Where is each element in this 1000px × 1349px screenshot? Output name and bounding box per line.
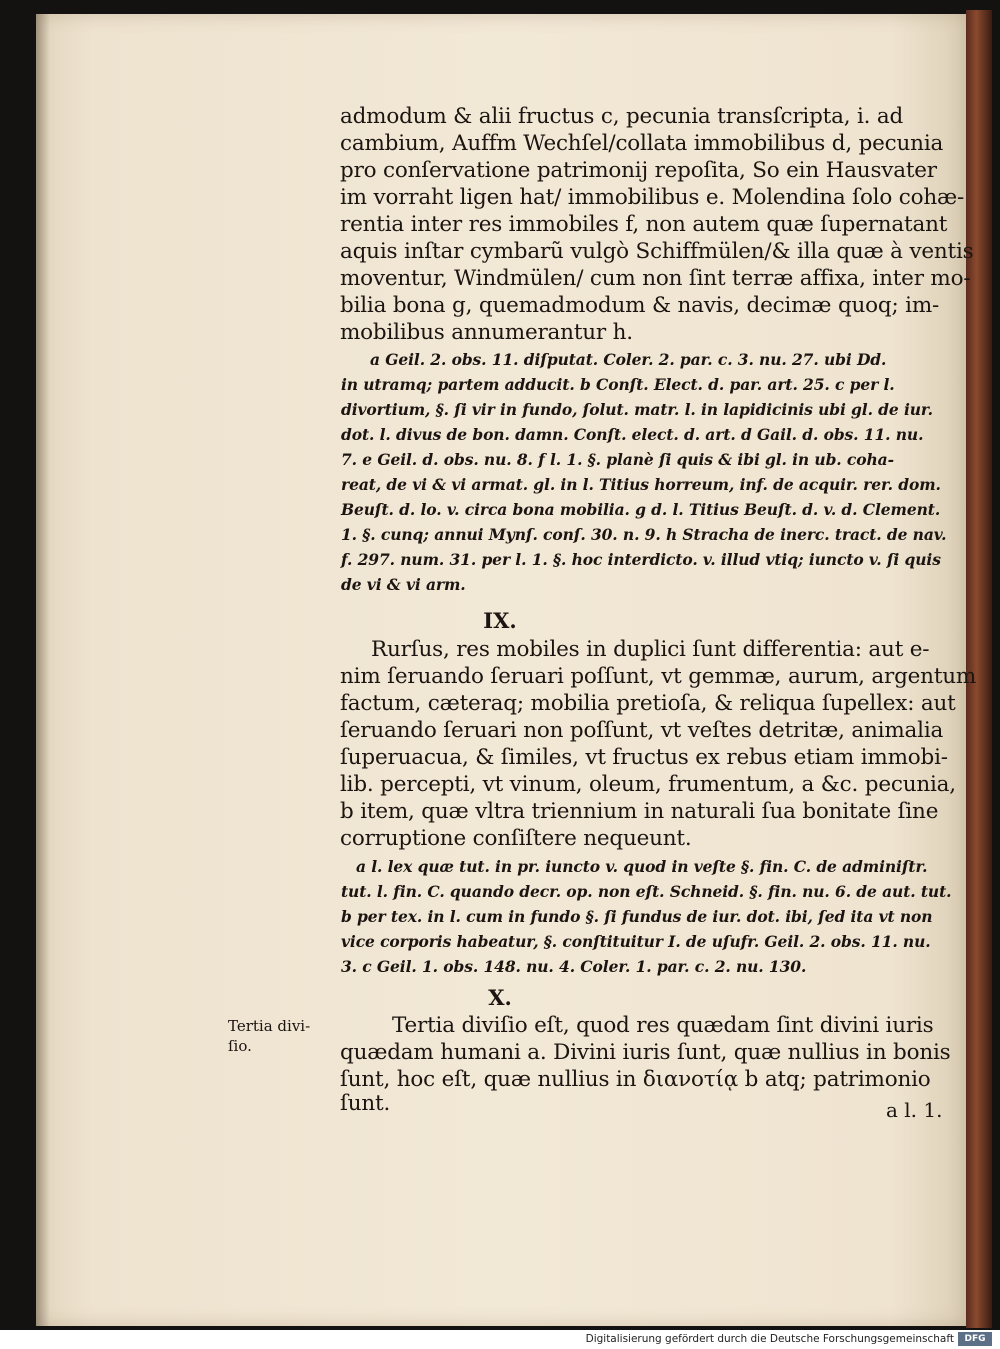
footnote-line: b per tex. in l. cum in fundo §. ſi fundus de iur. dot. ibi, ſed ita vt non	[341, 907, 933, 926]
footnote-line: dot. l. divus de bon. damn. Conſt. elect. d. art. d Gail. d. obs. 11. nu.	[341, 425, 924, 444]
footnote-line: vice corporis habeatur, §. conſtituitur I. de uſufr. Geil. 2. obs. 11. nu.	[341, 932, 931, 951]
margin-note-line: ſio.	[228, 1037, 252, 1055]
body-line: factum, cæteraq; mobilia pretioſa, & reliqua ſupellex: aut	[340, 691, 956, 716]
body-line: corruptione conſiſtere nequeunt.	[340, 826, 692, 851]
footnote-line: divortium, §. ſi vir in fundo, ſolut. matr. l. in lapidicinis ubi gl. de iur.	[341, 400, 933, 419]
footnote-line: tut. l. fin. C. quando decr. op. non eſt. Schneid. §. fin. nu. 6. de aut. tut.	[341, 882, 952, 901]
dfg-logo: DFG	[958, 1332, 992, 1346]
body-line: im vorraht ligen hat/ immobilibus e. Molendina ſolo cohæ-	[340, 185, 965, 210]
section-heading: X.	[488, 985, 512, 1010]
body-line: aquis inſtar cymbarũ vulgò Schiffmülen/& illa quæ à ventis	[340, 239, 974, 264]
body-line: ſunt.	[340, 1091, 391, 1116]
page-gutter-shadow	[36, 14, 50, 1326]
body-line: mobilibus annumerantur h.	[340, 320, 633, 345]
body-line: ſeruando ſeruari non poſſunt, vt veſtes detritæ, animalia	[340, 718, 944, 743]
footnote-line: Beuſt. d. lo. v. circa bona mobilia. g d. l. Titius Beuſt. d. v. d. Clement.	[341, 500, 941, 519]
footnote-line: de vi & vi arm.	[341, 575, 466, 594]
body-line: b item, quæ vltra triennium in naturali ſua bonitate ſine	[340, 799, 939, 824]
body-line: pro conſervatione patrimonij repoſita, So ein Hausvater	[340, 158, 937, 183]
footnote-line: a l. lex quæ tut. in pr. iuncto v. quod in veſte §. fin. C. de adminiſtr.	[356, 857, 928, 876]
body-line: ſuperuacua, & ſimiles, vt fructus ex rebus etiam immobi-	[340, 745, 948, 770]
catchword: a l. 1.	[886, 1098, 943, 1122]
footnote-line: 1. §. cunq; annui Mynſ. conſ. 30. n. 9. h Stracha de inerc. tract. de nav.	[341, 525, 947, 544]
margin-note-line: Tertia divi-	[228, 1017, 311, 1035]
footnote-line: 3. c Geil. 1. obs. 148. nu. 4. Coler. 1. par. c. 2. nu. 130.	[341, 957, 807, 976]
footnote-line: 7. e Geil. d. obs. nu. 8. f l. 1. §. planè ſi quis & ibi gl. in ub. coha-	[341, 450, 894, 469]
footer-bar	[0, 1330, 1000, 1349]
section-heading: IX.	[483, 608, 517, 633]
body-line: Tertia diviſio eſt, quod res quædam ſint divini iuris	[392, 1013, 934, 1038]
footnote-line: a Geil. 2. obs. 11. diſputat. Coler. 2. par. c. 3. nu. 27. ubi Dd.	[370, 350, 887, 369]
body-line: quædam humani a. Divini iuris ſunt, quæ nullius in bonis	[340, 1040, 951, 1065]
funding-credit: Digitalisierung gefördert durch die Deutsche Forschungsgemeinschaft	[585, 1333, 954, 1345]
body-line: bilia bona g, quemadmodum & navis, decimæ quoq; im-	[340, 293, 940, 318]
footnote-line: in utramq; partem adducit. b Conſt. Elect. d. par. art. 25. c per l.	[341, 375, 895, 394]
body-line: cambium, Auffm Wechſel/collata immobilibus d, pecunia	[340, 131, 944, 156]
body-line: admodum & alii fructus c, pecunia transſcripta, i. ad	[340, 104, 904, 129]
footnote-line: reat, de vi & vi armat. gl. in l. Titius horreum, inf. de acquir. rer. dom.	[341, 475, 941, 494]
footnote-line: f. 297. num. 31. per l. 1. §. hoc interdicto. v. illud vtiq; iuncto v. ſi quis	[341, 550, 941, 569]
body-line: nim ſeruando ſeruari poſſunt, vt gemmæ, aurum, argentum	[340, 664, 977, 689]
body-line: lib. percepti, vt vinum, oleum, frumentum, a &c. pecunia,	[340, 772, 956, 797]
body-line: Rurſus, res mobiles in duplici ſunt differentia: aut e-	[371, 637, 930, 662]
body-line: moventur, Windmülen/ cum non ſint terræ affixa, inter mo-	[340, 266, 971, 291]
body-line: ſunt, hoc eſt, quæ nullius in διανοτίᾳ b atq; patrimonio	[340, 1067, 931, 1092]
body-line: rentia inter res immobiles f, non autem quæ ſupernatant	[340, 212, 948, 237]
